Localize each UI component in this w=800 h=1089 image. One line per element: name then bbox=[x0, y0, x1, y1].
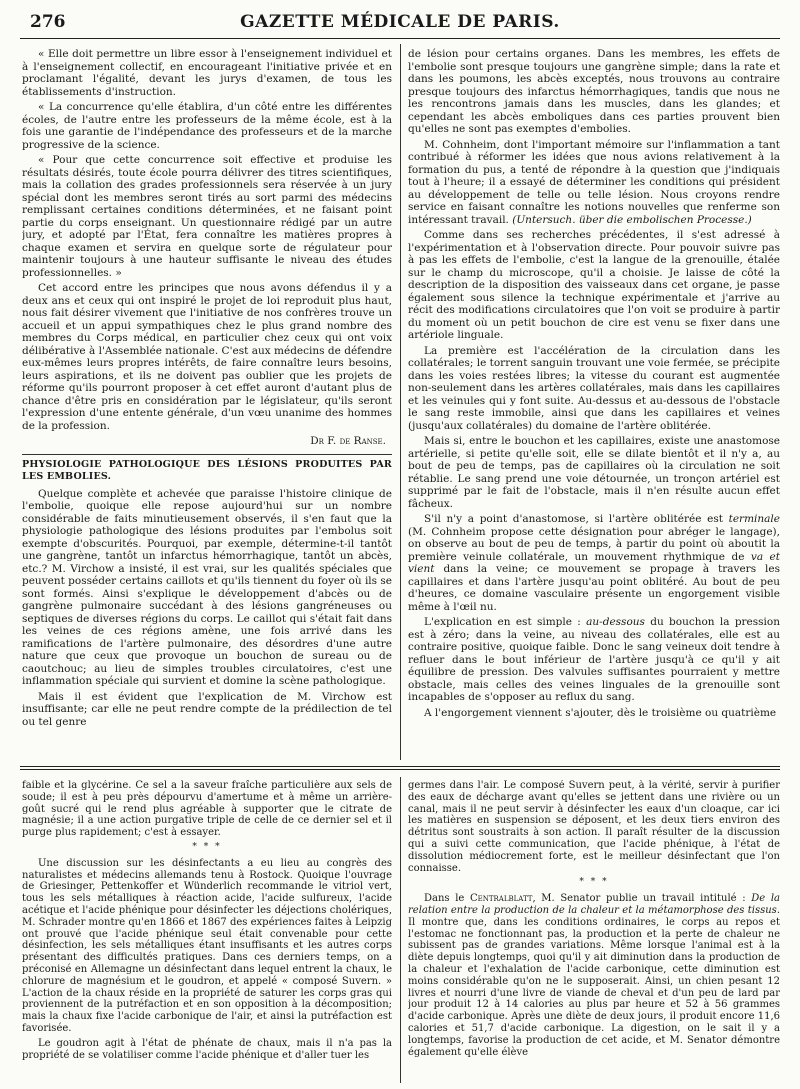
paragraph: faible et la glycérine. Ce sel a la saveur fraîche particulière aux sels de soude; il est à peu près dépourvu d'amertume et à même un arrière-goût sucré qui le rend plus agréable à supporter que le citrate de magnésie; il a une action purgative triple de celle de ce dernier sel et il purge plus rapidement; c'est à essayer. bbox=[22, 780, 392, 839]
paragraph: Comme dans ses recherches précédentes, il s'est adressé à l'expérimentation et à l'observation directe. Pour pouvoir suivre pas à pas les effets de l'embolie, c'est la langue de la grenouille, étalée sur le champ du microscope, qu'il a choisie. Je laisse de côté la description de la disposition des vaisseaux dans cet organe, je passe également sous silence la technique expérimentale et j'arrive au récit des modifications circulatoires que l'on voit se produire à partir du moment où un petit bouchon de cire est venu se fixer dans une artériole linguale. bbox=[408, 229, 780, 341]
paragraph-text: Dans le bbox=[424, 893, 470, 905]
paragraph: germes dans l'air. Le composé Suvern peut, à la vérité, servir à purifier des eaux de décharge avant qu'elles se jettent dans une rivière ou un canal, mais il ne peut servir à désinfecter les eaux d'un cloaque, car ici les matières en suspension se déposent, et les deux tiers environ des détritus sont soustraits à son action. Il paraît résulter de la discussion qui a suivi cette communication, que l'acide phénique, à l'état de dissolution médiocrement forte, est le meilleur désinfectant que l'on connaisse. bbox=[408, 780, 780, 874]
bottom-right-column bbox=[408, 780, 780, 1085]
paragraph: Quelque complète et achevée que paraisse l'histoire clinique de l'embolie, quoique elle repose aujourd'hui sur un nombre considérable de faits minutieusement observés, il s'en faut que la physiologie pathologique des lésions produites par l'embolus soit exempte d'obscurités. Pourquoi, par exemple, détermine-t-il tantôt une gangrène, tantôt un infarctus hémorrhagique, tantôt un abcès, etc.? M. Virchow a insisté, il est vrai, sur les qualités spéciales que peuvent posséder certains caillots et qu'ils tiennent du foyer où ils se sont formés. Ainsi s'explique le développement d'abcès ou de gangrène pulmonaire succédant à des lésions gangréneuses ou septiques de diverses régions du corps. Le caillot qui s'était fait dans les veines de ces régions amène, une fois arrivé dans les ramifications de l'artère pulmonaire, des désordres d'une autre nature que ceux que provoque un bouchon de sureau ou de caoutchouc; au lieu de simples troubles circulatoires, c'est une inflammation spéciale qui survient et domine la scène pathologique. bbox=[22, 487, 392, 687]
bottom-left-column bbox=[22, 780, 392, 1085]
column-divider-bottom bbox=[400, 777, 401, 1083]
paragraph-text: , M. Senator publie un travail intitulé : bbox=[532, 893, 752, 905]
page-header bbox=[20, 8, 780, 39]
paragraph bbox=[408, 893, 780, 1058]
column-divider-top bbox=[400, 44, 401, 760]
asterism: * * * bbox=[579, 877, 609, 888]
paragraph: Mais si, entre le bouchon et les capillaires, existe une anastomose artérielle, si petite qu'elle soit, elle se dilate bientôt et il n'y a, au bout de peu de temps, pas de capillaires où la circulation ne soit rétablie. Le sang prend une voie détournée, un tronçon artériel est supprimé par le fait de l'obstacle, mais il n'en résulte aucun effet fâcheux. bbox=[408, 435, 780, 510]
section-title: PHYSIOLOGIE PATHOLOGIQUE DES LÉSIONS PRODUITES PAR LES EMBOLIES. bbox=[22, 454, 392, 483]
paragraph bbox=[408, 513, 780, 613]
journal-title: GAZETTE MÉDICALE DE PARIS. bbox=[240, 12, 560, 32]
paragraph-text: dans la veine; ce mouvement se propage à travers les capillaires et dans l'artère jusqu'au point oblitéré. Au bout de peu d'heures, ce domaine vasculaire présente un engorgement visible même à l'œil nu. bbox=[408, 563, 780, 613]
paragraph bbox=[408, 616, 780, 704]
top-left-column bbox=[22, 48, 392, 760]
paragraph-text: du bouchon la pression est à zéro; dans la veine, au niveau des collatérales, elle est au contraire positive, quoique faible. Donc le sang veineux doit tendre à refluer dans le bout inférieur de l'artère jusqu'à ce qu'il y ait équilibre de pression. Des valvules suffisantes pourraient y mettre obstacle, mais celles des veines linguales de la grenouille sont incapables de s'opposer au reflux du sang. bbox=[408, 616, 780, 703]
paragraph: « Elle doit permettre un libre essor à l'enseignement individuel et à l'enseignement collectif, en encourageant l'initiative privée et en proclamant l'égalité, devant les jurys d'examen, de tous les établissements d'instruction. bbox=[22, 48, 392, 98]
paragraph: La première est l'accélération de la circulation dans les collatérales; le torrent sanguin trouvant une voie fermée, se précipite dans les voies restées libres; la vitesse du courant est augmentée non-seulement dans les artères collatérales, mais dans les capillaires et les veinules qui y font suite. Au-dessus et au-dessous de l'obstacle le sang reste immobile, ainsi que dans les capillaires et veines (jusqu'aux collatérales) du domaine de l'artère oblitérée. bbox=[408, 344, 780, 432]
asterism: * * * bbox=[192, 841, 222, 852]
paragraph-text: . Il montre que, dans les conditions ordinaires, le corps au repos et l'estomac ne fonctionnant pas, la production et la perte de chaleur ne subissent pas de grandes variations. Même lorsque l'animal est à la diète depuis longtemps, quoi qu'il y ait diminution dans la production de la chaleur et l'exhalation de l'acide carbonique, cette diminution est moins considérable qu'on ne le supposerait. Ainsi, un chien pesant 12 livres et nourri d'une livre de viande de cheval et d'un peu de lard par jour produit 12 à 14 calories au plus par heure et 52 à 56 grammes d'acide carbonique. Après une diète de deux jours, il produit encore 11,6 calories et 51,7 d'acide carbonique. La digestion, on le sait il y a longtemps, favorise la production de cet acide, et M. Senator démontre également qu'elle élève bbox=[408, 904, 780, 1058]
paragraph-text: (M. Cohnheim propose cette désignation pour abréger le langage), on observe au bout de peu de temps, à partir du point où aboutit la première veinule collatérale, un mouvement rhythmique de bbox=[408, 525, 780, 563]
term: au-dessous bbox=[586, 616, 645, 628]
paragraph: de lésion pour certains organes. Dans les membres, les effets de l'embolie sont presque toujours une gangrène simple; dans la rate et dans les poumons, les abcès exceptés, nous trouvons au contraire presque toujours des infarctus hémorrhagiques, tandis que nous ne les rencontrons jamais dans les muscles, dans les glandes; et cependant les abcès emboliques dans ces parties prouvent bien qu'elles ne sont pas exemptes d'embolies. bbox=[408, 48, 780, 135]
term: va et vient bbox=[408, 550, 780, 575]
paragraph: Cet accord entre les principes que nous avons défendus il y a deux ans et ceux qui ont inspiré le projet de loi reproduit plus haut, nous fait désirer vivement que l'initiative de nos confrères trouve un accueil et un appui sympathiques chez le plus grand nombre des membres du Corps médical, en particulier chez ceux qui ont voix délibérative à l'Assemblée nationale. C'est aux médecins de défendre eux-mêmes leurs propres intérêts, de faire connaître leurs besoins, leurs aspirations, et ils ne doivent pas oublier que les projets de réforme qu'ils pourront proposer à cet effet auront d'autant plus de chance d'être pris en considération par le législateur, qu'ils seront l'expression d'une entente générale, d'un vœu unanime des hommes de la profession. bbox=[22, 282, 392, 432]
paragraph-text: S'il n'y a point d'anastomose, si l'artère oblitérée est bbox=[424, 513, 729, 525]
page-number: 276 bbox=[30, 12, 66, 32]
section-divider bbox=[20, 766, 780, 770]
paragraph: A l'engorgement viennent s'ajouter, dès le troisième ou quatrième bbox=[424, 706, 777, 719]
paragraph: Le goudron agit à l'état de phénate de chaux, mais il n'a pas la propriété de se volatiliser comme l'acide phénique et d'aller tuer les bbox=[22, 1037, 392, 1061]
paragraph: Une discussion sur les désinfectants a eu lieu au congrès des naturalistes et médecins allemands tenu à Rostock. Quoique l'ouvrage de Griesinger, Pettenkoffer et Wünderlich recommande le vitriol vert, tous les sels métalliques à réaction acide, l'acide sulfureux, l'acide acétique et l'acide phénique pour désinfecter les déjections cholériques, M. Schrader montre qu'en 1866 et 1867 des expériences faites à Leipzig ont prouvé que l'acide phénique seul était convenable pour cette désinfection, les sels métalliques étant insuffisants et les autres corps présentant des difficultés pratiques. Dans ces derniers temps, on a préconisé en Allemagne un désinfectant dans lequel entrent la chaux, le chlorure de magnésium et le goudron, et appelé « composé Suvern. » L'action de la chaux réside en la propriété de saturer les corps gras qui proviennent de la putréfaction et en son opposition à la décomposition; mais la chaux fixe l'acide carbonique de l'air, et ainsi la putréfaction est favorisée. bbox=[22, 857, 392, 1034]
paragraph: « Pour que cette concurrence soit effective et produise les résultats désirés, toute école pourra délivrer des titres scientifiques, mais la collation des grades professionnels sera réservée à un jury spécial dont les membres seront tirés au sort parmi des médecins remplissant certaines conditions déterminées, et ne faisant point partie du corps enseignant. Un questionnaire rédigé par un autre jury, et adopté par l'État, fera connaître les matières propres à chaque examen et servira en quelque sorte de régulateur pour maintenir toujours à une hauteur suffisante le niveau des études professionnelles. » bbox=[22, 154, 392, 279]
paragraph: Mais il est évident que l'explication de M. Virchow est insuffisante; car elle ne peut rendre compte de la prédilection de tel ou tel genre bbox=[22, 690, 392, 728]
paragraph-text: M. Cohnheim, dont l'important mémoire sur l'inflammation a tant contribué à réformer les idées que nous avions relativement à la formation du pus, a tenté de répondre à la question que j'indiquais tout à l'heure; il a essayé de déterminer les conditions qui président au développement de telle ou telle lésion. Nous croyons rendre service en faisant connaître les notions nouvelles que renferme son intéressant travail. bbox=[408, 138, 780, 226]
paragraph: « La concurrence qu'elle établira, d'un côté entre les différentes écoles, de l'autre entre les professeurs de la même école, est à la fois une garantie de l'indépendance des professeurs et de la marche progressive de la science. bbox=[22, 101, 392, 151]
citation: (Untersuch. über die embolischen Processe.) bbox=[512, 213, 752, 226]
term: terminale bbox=[728, 513, 780, 525]
author-signature: Dr F. de Ranse. bbox=[310, 435, 386, 447]
paragraph-text: L'explication en est simple : bbox=[424, 616, 587, 628]
journal-name: Centralblatt bbox=[469, 893, 533, 905]
top-right-column bbox=[408, 48, 780, 760]
article-title: De la relation entre la production de la chaleur et la métamorphose des tissus bbox=[408, 893, 780, 916]
paragraph bbox=[408, 139, 780, 227]
